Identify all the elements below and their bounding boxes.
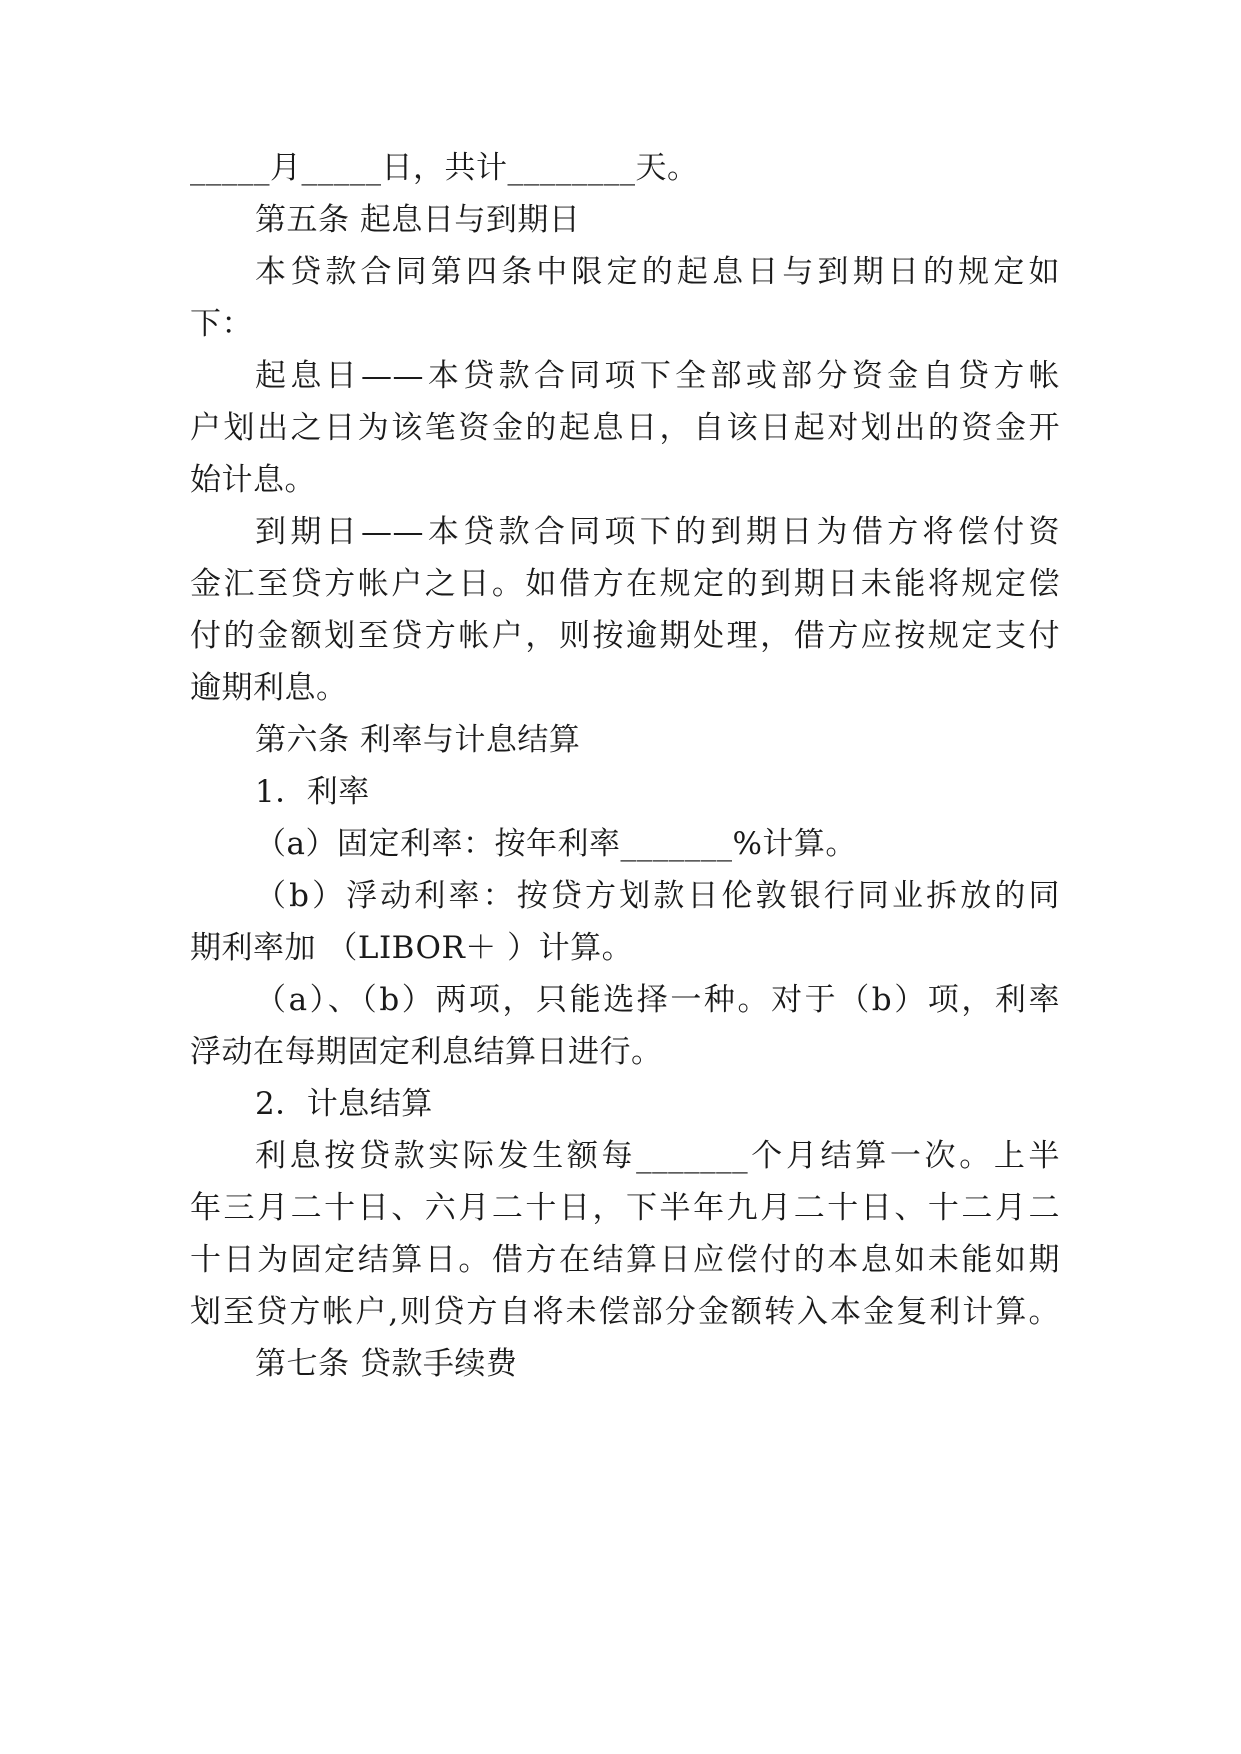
- text-line-4: 下：: [190, 306, 253, 342]
- text-line-22: 十日为固定结算日。借方在结算日应偿付的本息如未能如期: [190, 1242, 1060, 1278]
- article-6-heading: 第六条 利率与计息结算: [255, 722, 581, 758]
- section-2-heading: 2．计息结算: [255, 1086, 433, 1122]
- text-line-16: 期利率加 （LIBOR＋ ）计算。: [190, 930, 634, 966]
- text-line-6: 户划出之日为该笔资金的起息日，自该日起对划出的资金开: [190, 410, 1060, 446]
- text-line-1: _____月_____日，共计________天。: [190, 150, 699, 186]
- text-line-17: （a）、（b）两项，只能选择一种。对于（b）项，利率: [255, 982, 1060, 1018]
- article-7-heading: 第七条 贷款手续费: [255, 1346, 518, 1382]
- text-line-5: 起息日——本贷款合同项下全部或部分资金自贷方帐: [255, 358, 1060, 394]
- section-1-heading: 1．利率: [255, 774, 370, 810]
- text-line-10: 付的金额划至贷方帐户，则按逾期处理，借方应按规定支付: [190, 618, 1060, 654]
- text-line-14: （a）固定利率：按年利率_______%计算。: [255, 826, 857, 862]
- article-5-heading: 第五条 起息日与到期日: [255, 202, 581, 238]
- text-line-20: 利息按贷款实际发生额每_______个月结算一次。上半: [255, 1138, 1060, 1174]
- text-line-3: 本贷款合同第四条中限定的起息日与到期日的规定如: [255, 254, 1060, 290]
- text-line-15: （b）浮动利率：按贷方划款日伦敦银行同业拆放的同: [255, 878, 1060, 914]
- text-line-8: 到期日——本贷款合同项下的到期日为借方将偿付资: [255, 514, 1060, 550]
- text-line-21: 年三月二十日、六月二十日，下半年九月二十日、十二月二: [190, 1190, 1060, 1226]
- text-line-7: 始计息。: [190, 462, 316, 498]
- text-line-18: 浮动在每期固定利息结算日进行。: [190, 1034, 663, 1070]
- text-line-9: 金汇至贷方帐户之日。如借方在规定的到期日未能将规定偿: [190, 566, 1060, 602]
- text-line-23: 划至贷方帐户,则贷方自将未偿部分金额转入本金复利计算。: [190, 1294, 1060, 1330]
- text-line-11: 逾期利息。: [190, 670, 348, 706]
